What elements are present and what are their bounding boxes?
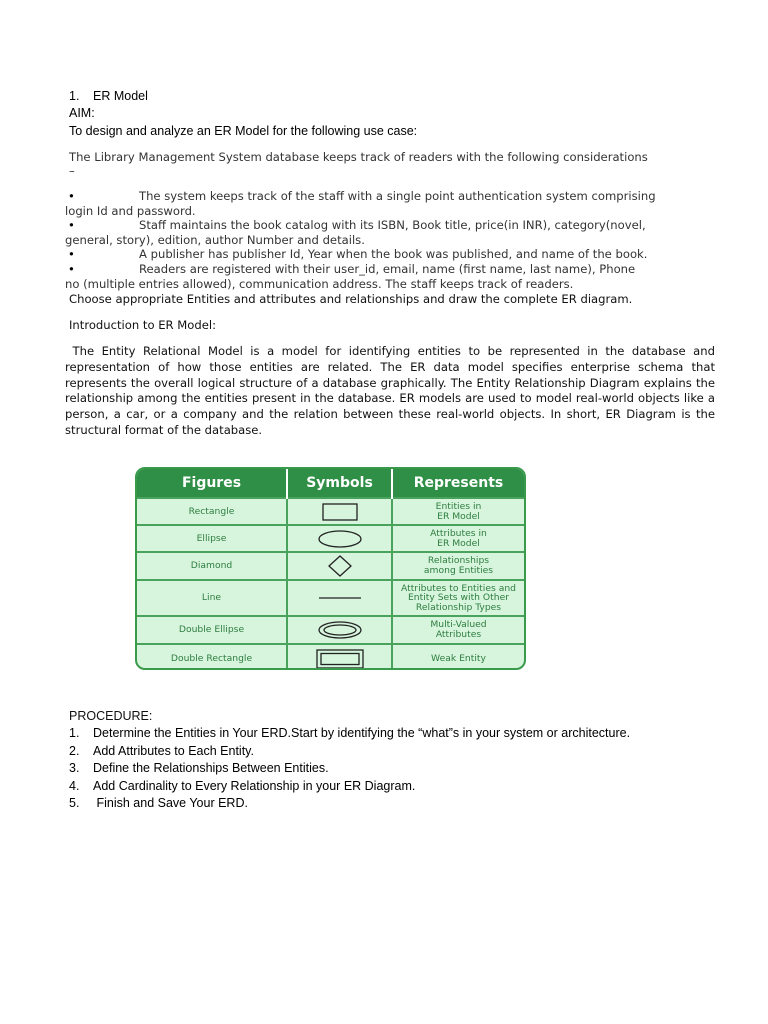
bullet-symbol: •	[68, 218, 75, 232]
represents-line: Entities in	[435, 500, 482, 512]
symbol-cell	[287, 552, 392, 580]
figure-name: Ellipse	[137, 525, 287, 552]
represents-line: Relationships	[427, 555, 490, 567]
table-row	[137, 552, 524, 580]
section-heading	[69, 88, 148, 104]
bullet-line: Staff maintains the book catalog with its ISBN, Book title, price(in INR), category(novel,	[139, 218, 646, 232]
use-case-closing: Choose appropriate Entities and attributes and relationships and draw the complete ER diagram.	[69, 292, 633, 306]
represents-line: Multi-Valued	[430, 619, 487, 631]
rectangle-symbol-icon	[320, 502, 360, 522]
aim-label: AIM:	[69, 106, 95, 120]
step-number: 2.	[69, 744, 80, 758]
represents-cell	[392, 616, 524, 644]
use-case-intro-dash: –	[69, 164, 75, 178]
section-title: ER Model	[93, 89, 148, 103]
header-symbols: Symbols	[287, 469, 392, 498]
bullet-item	[65, 247, 715, 262]
bullet-item	[65, 218, 715, 247]
figure-name: Line	[137, 580, 287, 616]
represents-line: among Entities	[423, 565, 494, 576]
table-row	[137, 498, 524, 525]
ellipse-symbol-icon	[316, 529, 364, 549]
step-text: Add Cardinality to Every Relationship in your ER Diagram.	[93, 779, 416, 793]
table-header-row	[137, 469, 524, 498]
symbol-cell	[287, 498, 392, 525]
procedure-step	[69, 725, 630, 741]
bullet-line: The system keeps track of the staff with a single point authentication system comprising	[139, 189, 656, 203]
represents-line: Attributes to Entities and	[400, 582, 516, 594]
table-row	[137, 580, 524, 616]
represents-line: ER Model	[437, 537, 480, 549]
procedure-step	[69, 743, 254, 759]
step-number: 4.	[69, 779, 80, 793]
bullet-line: A publisher has publisher Id, Year when the book was published, and name of the book.	[139, 247, 648, 261]
line-symbol-icon	[317, 595, 363, 601]
table-row	[137, 644, 524, 670]
double-rectangle-symbol-icon	[315, 648, 365, 670]
table-row	[137, 616, 524, 644]
bullet-line: general, story), edition, author Number and details.	[65, 232, 365, 247]
introduction-paragraph	[65, 344, 715, 439]
bullet-symbol: •	[68, 262, 75, 276]
procedure-title: PROCEDURE:	[69, 709, 153, 723]
header-represents: Represents	[392, 469, 524, 498]
procedure-step	[69, 778, 415, 794]
table-row	[137, 525, 524, 552]
step-text: Determine the Entities in Your ERD.Start by identifying the “what”s in your system or architecture.	[93, 726, 631, 740]
bullet-line: login Id and password.	[65, 203, 196, 218]
bullet-item	[65, 189, 715, 218]
figure-name: Double Rectangle	[137, 644, 287, 670]
represents-line: Relationship Types	[415, 601, 502, 613]
step-number: 1.	[69, 726, 80, 740]
represents-cell	[392, 498, 524, 525]
bullet-symbol: •	[68, 189, 75, 203]
bullet-line: Readers are registered with their user_id, email, name (first name, last name), Phone	[139, 262, 636, 276]
represents-cell	[392, 644, 524, 670]
symbol-cell	[287, 616, 392, 644]
aim-text: To design and analyze an ER Model for the following use case:	[69, 124, 418, 138]
represents-cell	[392, 525, 524, 552]
represents-cell	[392, 580, 524, 616]
represents-cell	[392, 552, 524, 580]
represents-line: Weak Entity	[431, 652, 486, 664]
bullet-symbol: •	[68, 247, 75, 261]
represents-line: Attributes in	[430, 527, 487, 539]
represents-line: Entity Sets with Other	[407, 592, 510, 604]
represents-line: ER Model	[437, 510, 480, 522]
procedure-step	[69, 760, 329, 776]
section-number: 1.	[69, 89, 80, 103]
bullet-item	[65, 262, 715, 291]
figure-name: Diamond	[137, 552, 287, 580]
step-number: 3.	[69, 761, 80, 775]
procedure-step	[69, 795, 248, 811]
introduction-heading: Introduction to ER Model:	[69, 318, 216, 332]
header-figures: Figures	[137, 469, 287, 498]
use-case-intro: The Library Management System database keeps track of readers with the following considerations	[69, 150, 648, 164]
introduction-text: The Entity Relational Model is a model for identifying entities to be represented in the database and representation of how those entities are related. The ER data model specifies enterprise schema that represents the overall logical structure of a database graphically. The Entity Relationship Diagram explains the relationship among the entities present in the database. ER models are used to model real-world objects like a person, a car, or a company and the relation between these real-world objects. In short, ER Diagram is the structural format of the database.	[65, 344, 715, 437]
symbol-cell	[287, 644, 392, 670]
figure-name: Rectangle	[137, 498, 287, 525]
represents-line: Attributes	[435, 629, 482, 640]
step-text: Finish and Save Your ERD.	[93, 796, 248, 810]
figure-name: Double Ellipse	[137, 616, 287, 644]
diamond-symbol-icon	[327, 554, 353, 578]
er-symbols-table	[135, 467, 526, 670]
bullet-line: no (multiple entries allowed), communication address. The staff keeps track of readers.	[65, 276, 574, 291]
step-number: 5.	[69, 796, 80, 810]
step-text: Define the Relationships Between Entities.	[93, 761, 329, 775]
double-ellipse-symbol-icon	[316, 620, 364, 640]
symbol-cell	[287, 525, 392, 552]
symbol-cell	[287, 580, 392, 616]
step-text: Add Attributes to Each Entity.	[93, 744, 254, 758]
